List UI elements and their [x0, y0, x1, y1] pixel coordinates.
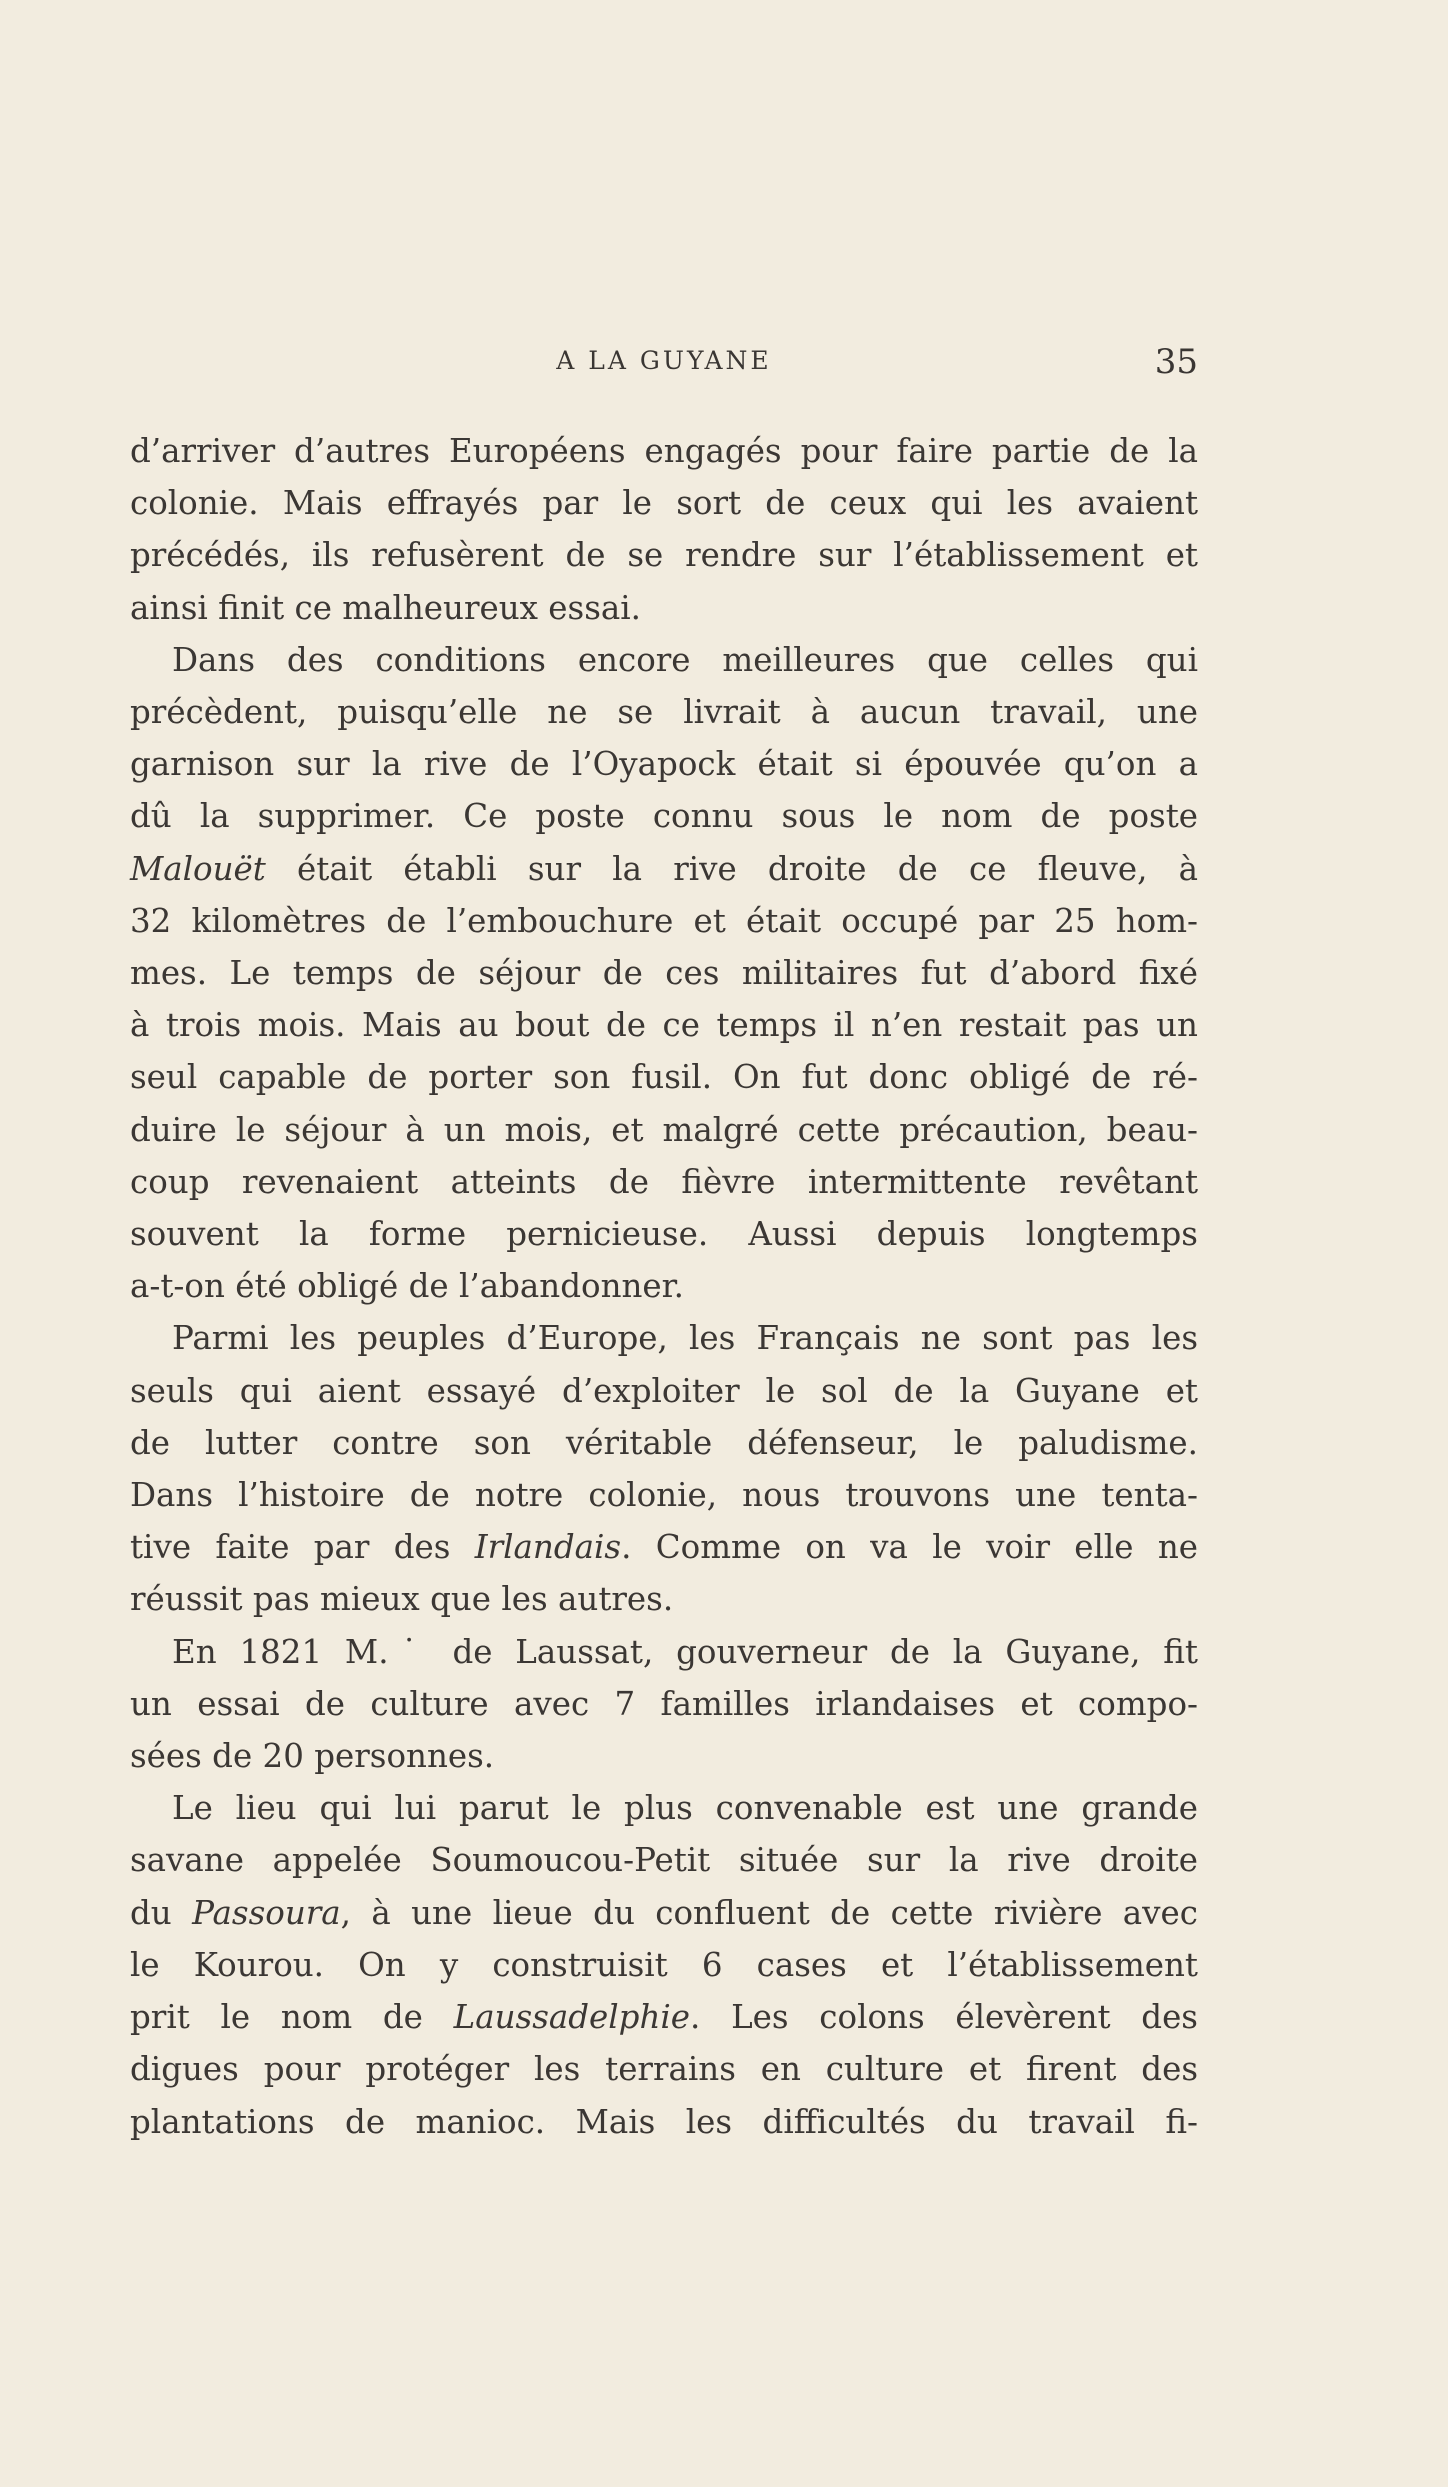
text-line: sées de 20 personnes.	[130, 1737, 495, 1776]
text-line	[130, 843, 1198, 895]
text-line: digues pour protéger les terrains en culture et firent des	[130, 2050, 1198, 2089]
text-line: souvent la forme pernicieuse. Aussi depuis longtemps	[130, 1215, 1198, 1254]
text-line: duire le séjour à un mois, et malgré cette précaution, beau-	[130, 1110, 1198, 1149]
text-line: d’arriver d’autres Européens engagés pour faire partie de la	[130, 432, 1198, 470]
italic-term: Passoura	[192, 1893, 341, 1932]
italic-term: Laussadelphie	[453, 1998, 691, 2037]
text-fragment: tive faite par des	[130, 1528, 475, 1567]
text-line: Dans l’histoire de notre colonie, nous trouvons une tenta-	[130, 1476, 1198, 1515]
body-text	[130, 425, 1198, 2148]
italic-term: Irlandais	[474, 1528, 622, 1567]
running-title: A LA GUYANE	[556, 346, 772, 375]
text-line: précèdent, puisqu’elle ne se livrait à aucun travail, une	[130, 693, 1198, 732]
text-line: précédés, ils refusèrent de se rendre sur l’établissement et	[130, 536, 1198, 575]
text-line: de lutter contre son véritable défenseur, le paludisme.	[130, 1423, 1198, 1462]
italic-term: Malouët	[130, 849, 266, 888]
text-line	[130, 1521, 1198, 1573]
text-fragment: du	[130, 1893, 193, 1932]
text-line	[130, 1991, 1198, 2043]
text-line: à trois mois. Mais au bout de ce temps il n’en restait pas un	[130, 1006, 1198, 1045]
text-fragment: . Comme on va le voir elle ne	[621, 1528, 1198, 1567]
text-line: Parmi les peuples d’Europe, les Français ne sont pas les	[172, 1319, 1198, 1358]
text-line: a-t-on été obligé de l’abandonner.	[130, 1267, 684, 1306]
page-header	[130, 342, 1198, 382]
text-line: dû la supprimer. Ce poste connu sous le nom de poste	[130, 797, 1198, 836]
text-line: plantations de manioc. Mais les difficultés du travail fi-	[130, 2102, 1198, 2141]
text-line: seul capable de porter son fusil. On fut donc obligé de ré-	[130, 1058, 1198, 1097]
text-line: le Kourou. On y construisit 6 cases et l’établissement	[130, 1945, 1198, 1984]
text-line: réussit pas mieux que les autres.	[130, 1580, 674, 1619]
text-line: colonie. Mais effrayés par le sort de ceux qui les avaient	[130, 484, 1198, 523]
text-fragment: prit le nom de	[130, 1998, 454, 2037]
text-line: coup revenaient atteints de fièvre intermittente revêtant	[130, 1162, 1198, 1201]
text-fragment: , à une lieue du confluent de cette rivière avec	[340, 1893, 1198, 1932]
text-line: Le lieu qui lui parut le plus convenable est une grande	[172, 1789, 1198, 1828]
text-fragment: était établi sur la rive droite de ce fleuve, à	[265, 849, 1198, 888]
page-number: 35	[1154, 342, 1198, 382]
text-line: savane appelée Soumoucou-Petit située sur la rive droite	[130, 1841, 1198, 1880]
text-line: seuls qui aient essayé d’exploiter le sol de la Guyane et	[130, 1371, 1198, 1410]
text-line: garnison sur la rive de l’Oyapock était si épouvée qu’on a	[130, 745, 1198, 784]
text-line: 32 kilomètres de l’embouchure et était occupé par 25 hom-	[130, 901, 1198, 940]
text-line: mes. Le temps de séjour de ces militaires fut d’abord fixé	[130, 954, 1198, 993]
text-line: un essai de culture avec 7 familles irlandaises et compo-	[130, 1684, 1198, 1723]
text-line: Dans des conditions encore meilleures que celles qui	[172, 640, 1198, 679]
text-line: ainsi finit ce malheureux essai.	[130, 588, 642, 627]
text-fragment: . Les colons élevèrent des	[690, 1998, 1198, 2037]
text-line: En 1821 M.˙ de Laussat, gouverneur de la Guyane, fit	[172, 1632, 1198, 1671]
text-line	[130, 1887, 1198, 1939]
